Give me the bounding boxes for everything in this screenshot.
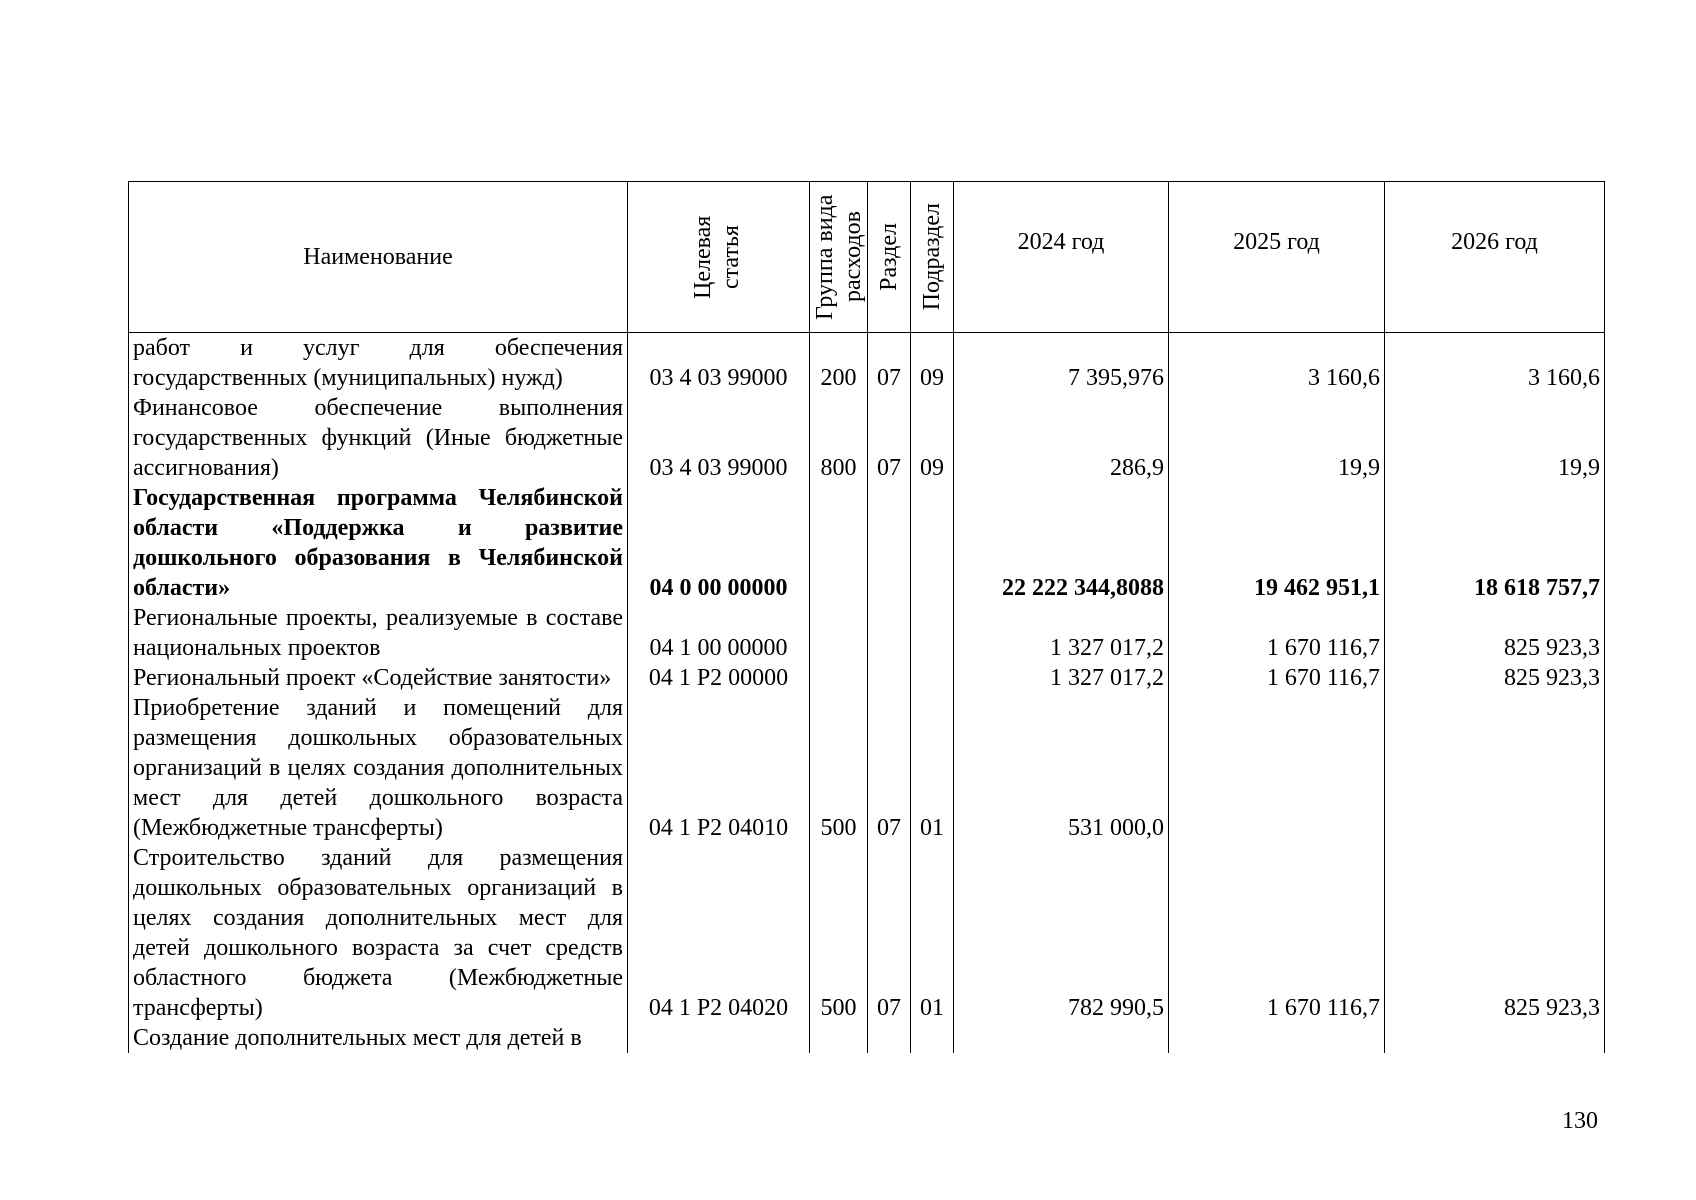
row-subsection — [911, 1023, 954, 1053]
row-group: 500 — [810, 843, 868, 1023]
table-row — [129, 843, 1605, 1023]
row-subsection: 01 — [911, 693, 954, 843]
row-subsection — [911, 483, 954, 603]
table-row — [129, 333, 1605, 394]
row-2024: 7 395,976 — [954, 333, 1169, 394]
row-group: 500 — [810, 693, 868, 843]
row-2024: 1 327 017,2 — [954, 663, 1169, 693]
row-subsection: 09 — [911, 393, 954, 483]
header-subsection: Подраздел — [911, 182, 954, 333]
row-subsection — [911, 603, 954, 663]
row-group: 800 — [810, 393, 868, 483]
row-group — [810, 483, 868, 603]
row-2025: 1 670 116,7 — [1169, 603, 1385, 663]
row-2026: 825 923,3 — [1385, 603, 1605, 663]
budget-table — [128, 181, 1605, 1053]
row-2025: 1 670 116,7 — [1169, 843, 1385, 1023]
row-2025: 19,9 — [1169, 393, 1385, 483]
row-2025 — [1169, 1023, 1385, 1053]
row-2024: 286,9 — [954, 393, 1169, 483]
table-row — [129, 1023, 1605, 1053]
row-2026 — [1385, 1023, 1605, 1053]
table-header-row — [129, 182, 1605, 333]
row-name: Строительство зданий для размещения дошкольных образовательных организаций в целях создания дополнительных мест для детей дошкольного возраста за счет средств областного бюджета (Межбюджетные трансферты) — [129, 843, 628, 1023]
row-2026: 18 618 757,7 — [1385, 483, 1605, 603]
row-group — [810, 1023, 868, 1053]
row-group — [810, 663, 868, 693]
row-group: 200 — [810, 333, 868, 394]
row-section: 07 — [868, 843, 911, 1023]
row-2024: 22 222 344,8088 — [954, 483, 1169, 603]
row-2026: 825 923,3 — [1385, 843, 1605, 1023]
table-row-program — [129, 483, 1605, 603]
row-code: 04 1 00 00000 — [628, 603, 810, 663]
row-2026: 3 160,6 — [1385, 333, 1605, 394]
row-2025: 3 160,6 — [1169, 333, 1385, 394]
header-name: Наименование — [129, 182, 628, 333]
table-row — [129, 663, 1605, 693]
header-target: Целевая статья — [628, 182, 810, 333]
row-section — [868, 483, 911, 603]
row-section — [868, 663, 911, 693]
row-section: 07 — [868, 693, 911, 843]
table-row — [129, 603, 1605, 663]
row-subsection: 09 — [911, 333, 954, 394]
row-code: 04 1 P2 04010 — [628, 693, 810, 843]
row-2025 — [1169, 693, 1385, 843]
row-code: 04 1 P2 04020 — [628, 843, 810, 1023]
header-section: Раздел — [868, 182, 911, 333]
row-section: 07 — [868, 333, 911, 394]
row-code: 03 4 03 99000 — [628, 333, 810, 394]
row-2025: 1 670 116,7 — [1169, 663, 1385, 693]
row-code: 04 1 P2 00000 — [628, 663, 810, 693]
header-group: Группа вида расходов — [810, 182, 868, 333]
row-name: Региональные проекты, реализуемые в составе национальных проектов — [129, 603, 628, 663]
row-name: Создание дополнительных мест для детей в — [129, 1023, 628, 1053]
header-2024: 2024 год — [954, 182, 1169, 333]
row-code — [628, 1023, 810, 1053]
row-2025: 19 462 951,1 — [1169, 483, 1385, 603]
row-2026: 19,9 — [1385, 393, 1605, 483]
row-2024 — [954, 1023, 1169, 1053]
page-number: 130 — [1562, 1108, 1598, 1134]
table-row — [129, 393, 1605, 483]
row-2024: 1 327 017,2 — [954, 603, 1169, 663]
row-2026 — [1385, 693, 1605, 843]
header-2025: 2025 год — [1169, 182, 1385, 333]
row-name: работ и услуг для обеспечения государственных (муниципальных) нужд) — [129, 333, 628, 394]
row-2024: 782 990,5 — [954, 843, 1169, 1023]
row-name: Приобретение зданий и помещений для размещения дошкольных образовательных организаций в целях создания дополнительных мест для детей дошкольного возраста (Межбюджетные трансферты) — [129, 693, 628, 843]
row-section — [868, 603, 911, 663]
row-section — [868, 1023, 911, 1053]
row-2026: 825 923,3 — [1385, 663, 1605, 693]
row-name: Финансовое обеспечение выполнения государственных функций (Иные бюджетные ассигнования) — [129, 393, 628, 483]
header-2026: 2026 год — [1385, 182, 1605, 333]
row-name: Региональный проект «Содействие занятости» — [129, 663, 628, 693]
row-group — [810, 603, 868, 663]
row-section: 07 — [868, 393, 911, 483]
table-row — [129, 693, 1605, 843]
row-name: Государственная программа Челябинской области «Поддержка и развитие дошкольного образования в Челябинской области» — [129, 483, 628, 603]
row-code: 04 0 00 00000 — [628, 483, 810, 603]
row-code: 03 4 03 99000 — [628, 393, 810, 483]
row-2024: 531 000,0 — [954, 693, 1169, 843]
row-subsection — [911, 663, 954, 693]
row-subsection: 01 — [911, 843, 954, 1023]
